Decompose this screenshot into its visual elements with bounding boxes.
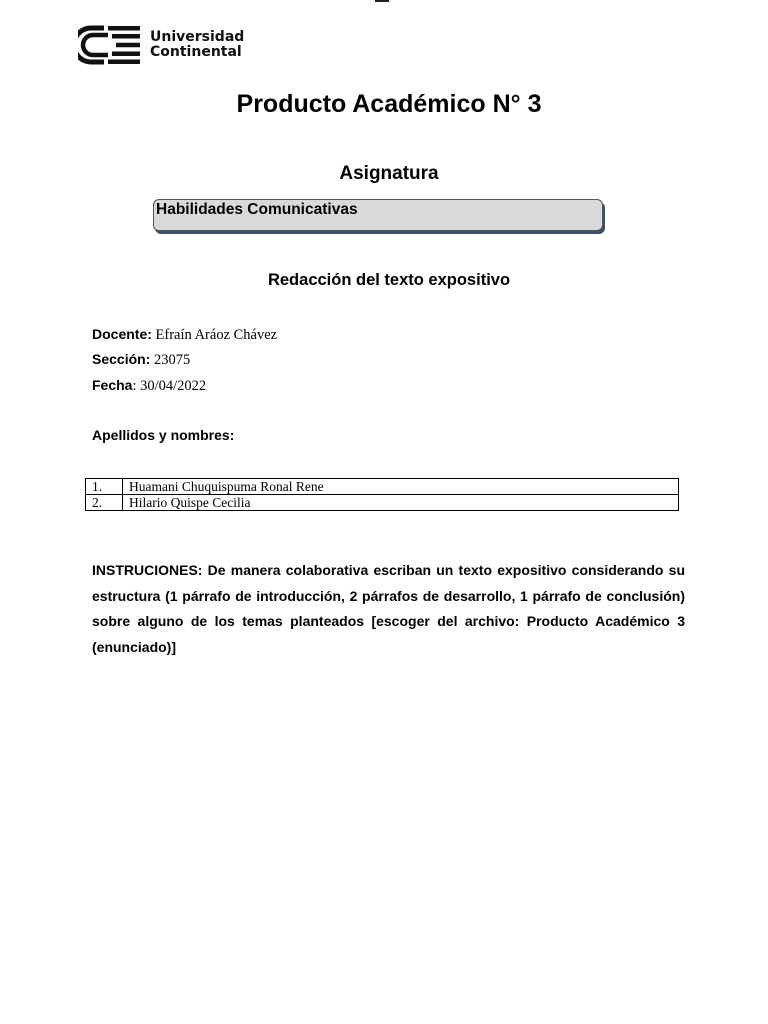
- page-title: Producto Académico N° 3: [236, 90, 542, 118]
- student-name: Huamani Chuquispuma Ronal Rene: [123, 479, 679, 495]
- instructions-label: INSTRUCIONES:: [92, 562, 203, 578]
- logo-line-1: Universidad: [150, 29, 245, 45]
- student-number: 2.: [86, 495, 123, 511]
- students-table: [85, 478, 679, 511]
- instructions-text: De manera colaborativa escriban un texto expositivo considerando su estructura (1 párrafo de introducción, 2 párrafos de desarrollo, 1 párrafo de conclusión) sobre alguno de los temas planteados [escoger del archivo: Producto Académico 3 (enunciado)]: [92, 562, 685, 655]
- seccion-value: 23075: [150, 352, 191, 368]
- fecha-line: [92, 377, 206, 395]
- universidad-continental-logo-icon: [78, 25, 142, 65]
- page-top-mark: [375, 0, 389, 2]
- seccion-label: Sección:: [92, 351, 151, 367]
- subject-box: [153, 199, 603, 231]
- subject-name: Habilidades Comunicativas: [156, 201, 358, 218]
- docente-value: Efraín Aráoz Chávez: [151, 327, 278, 343]
- topic-title: Redacción del texto expositivo: [267, 271, 511, 289]
- instructions-paragraph: [92, 558, 685, 660]
- student-number: 1.: [86, 479, 123, 495]
- table-row: [86, 495, 679, 511]
- student-name: Hilario Quispe Cecilia: [123, 495, 679, 511]
- fecha-label: Fecha: [92, 377, 133, 393]
- names-label: Apellidos y nombres:: [92, 427, 235, 443]
- logo-wordmark: [150, 30, 244, 60]
- logo-line-2: Continental: [150, 44, 242, 60]
- subject-heading: Asignatura: [339, 163, 439, 184]
- seccion-line: [92, 351, 190, 369]
- fecha-value: : 30/04/2022: [132, 378, 207, 394]
- university-logo: [78, 25, 244, 65]
- table-row: [86, 479, 679, 495]
- docente-line: [92, 326, 277, 344]
- docente-label: Docente:: [92, 326, 152, 342]
